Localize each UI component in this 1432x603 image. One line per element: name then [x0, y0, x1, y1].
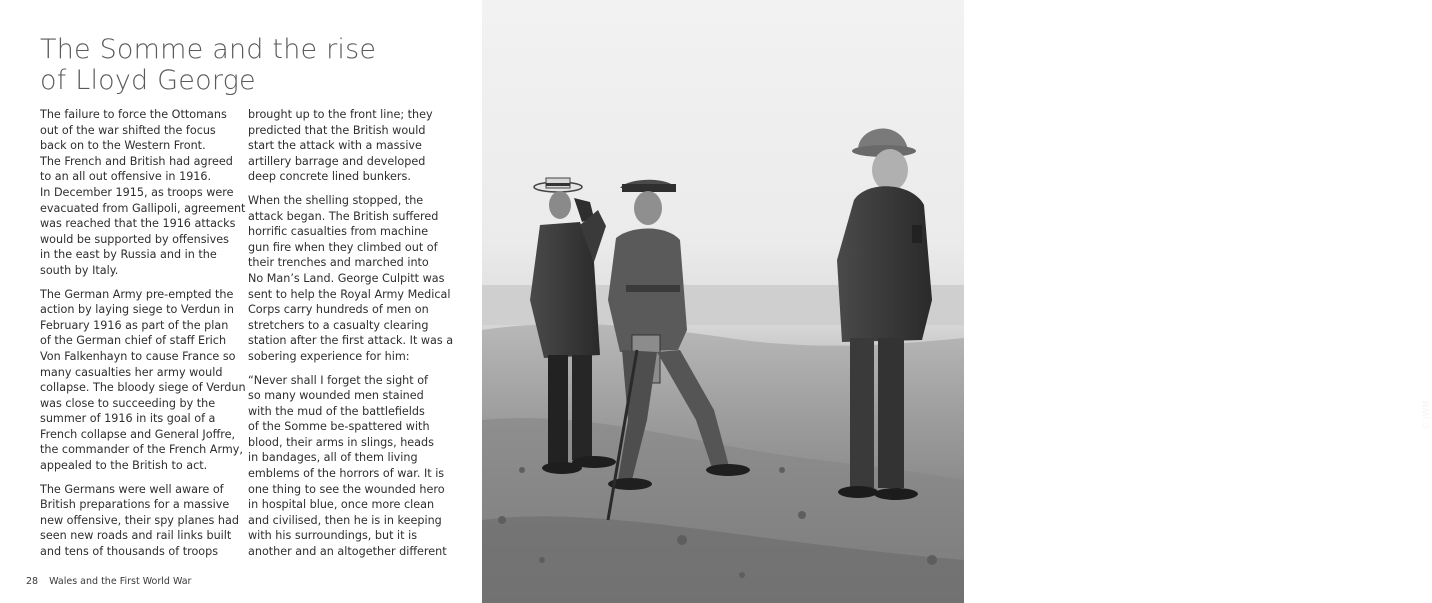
- paragraph: [40, 287, 245, 474]
- text-line: brought up to the front line; they: [248, 108, 433, 121]
- text-line: sent to help the Royal Army Medical: [248, 287, 451, 301]
- text-line: many casualties her army would: [40, 365, 223, 379]
- text-line: British preparations for a massive: [40, 498, 230, 512]
- text-line: In December 1915, as troops were: [40, 185, 234, 199]
- page-number: 28: [26, 576, 39, 587]
- text-line: No Man’s Land. George Culpitt was: [248, 271, 445, 285]
- text-line: and tens of thousands of troops: [40, 545, 219, 559]
- book-title: Wales and the First World War: [49, 576, 192, 587]
- text-line: appealed to the British to act.: [40, 459, 208, 473]
- photo-illustration: [482, 0, 964, 603]
- text-line: another and an altogether different: [248, 545, 447, 559]
- text-line: was reached that the 1916 attacks: [40, 217, 236, 231]
- title-line-1: The Somme and the rise: [40, 34, 377, 65]
- left-page: [0, 0, 482, 603]
- text-line: start the attack with a massive: [248, 139, 422, 153]
- text-line: in the east by Russia and in the: [40, 248, 217, 262]
- text-line: with the mud of the battlefields: [248, 404, 425, 418]
- paragraph: [248, 373, 446, 560]
- text-line: stretchers to a casualty clearing: [248, 318, 429, 332]
- text-line: The French and British had agreed: [40, 154, 233, 168]
- text-line: out of the war shifted the focus: [40, 123, 216, 137]
- paragraph: [248, 107, 446, 185]
- text-line: sobering experience for him:: [248, 349, 410, 363]
- text-line: of the German chief of staff Erich: [40, 334, 227, 348]
- text-line: Corps carry hundreds of men on: [248, 303, 429, 317]
- text-line: The German Army pre-empted the: [40, 287, 234, 301]
- text-line: predicted that the British would: [248, 123, 426, 137]
- photo-credit: © IWM: [1422, 400, 1432, 430]
- text-line: gun fire when they climbed out of: [248, 240, 438, 254]
- text-line: collapse. The bloody siege of Verdun: [40, 381, 246, 395]
- text-line: horrific casualties from machine: [248, 225, 429, 239]
- title-line-2: of Lloyd George: [40, 65, 256, 96]
- text-line: When the shelling stopped, the: [248, 193, 424, 207]
- text-line: French collapse and General Joffre,: [40, 427, 236, 441]
- text-line: artillery barrage and developed: [248, 154, 426, 168]
- page-title: [40, 34, 460, 96]
- text-line: new offensive, their spy planes had: [40, 513, 239, 527]
- text-line: to an all out offensive in 1916.: [40, 170, 212, 184]
- page-footer: [26, 576, 191, 587]
- text-line: in hospital blue, once more clean: [248, 498, 435, 512]
- text-line: the commander of the French Army,: [40, 443, 243, 457]
- text-line: action by laying siege to Verdun in: [40, 303, 234, 317]
- paragraph: [248, 193, 454, 365]
- text-line: The failure to force the Ottomans: [40, 108, 227, 121]
- text-line: and civilised, then he is in keeping: [248, 513, 442, 527]
- text-line: summer of 1916 in its goal of a: [40, 412, 216, 426]
- text-column-1: [40, 107, 245, 568]
- text-line: emblems of the horrors of war. It is: [248, 467, 445, 481]
- text-line: attack began. The British suffered: [248, 209, 439, 223]
- text-line: of the Somme be-spattered with: [248, 420, 430, 434]
- text-line: south by Italy.: [40, 263, 119, 277]
- text-line: The Germans were well aware of: [40, 482, 224, 496]
- text-line: was close to succeeding by the: [40, 396, 216, 410]
- text-line: deep concrete lined bunkers.: [248, 170, 411, 184]
- text-line: February 1916 as part of the plan: [40, 318, 229, 332]
- text-line: would be supported by offensives: [40, 232, 229, 246]
- text-line: so many wounded men stained: [248, 389, 424, 403]
- text-line: “Never shall I forget the sight of: [248, 373, 428, 387]
- text-line: seen new roads and rail links built: [40, 529, 232, 543]
- text-line: their trenches and marched into: [248, 256, 429, 270]
- text-line: one thing to see the wounded hero: [248, 482, 445, 496]
- text-line: with his surroundings, but it is: [248, 529, 418, 543]
- text-line: station after the first attack. It was a: [248, 334, 454, 348]
- paragraph: [40, 107, 245, 279]
- text-line: in bandages, all of them living: [248, 451, 418, 465]
- paragraph: [40, 482, 245, 560]
- text-line: blood, their arms in slings, heads: [248, 435, 434, 449]
- text-line: back on to the Western Front.: [40, 139, 206, 153]
- text-line: Von Falkenhayn to cause France so: [40, 349, 236, 363]
- text-line: evacuated from Gallipoli, agreement: [40, 201, 246, 215]
- historical-photograph: [482, 0, 1432, 603]
- text-column-2: [248, 107, 454, 568]
